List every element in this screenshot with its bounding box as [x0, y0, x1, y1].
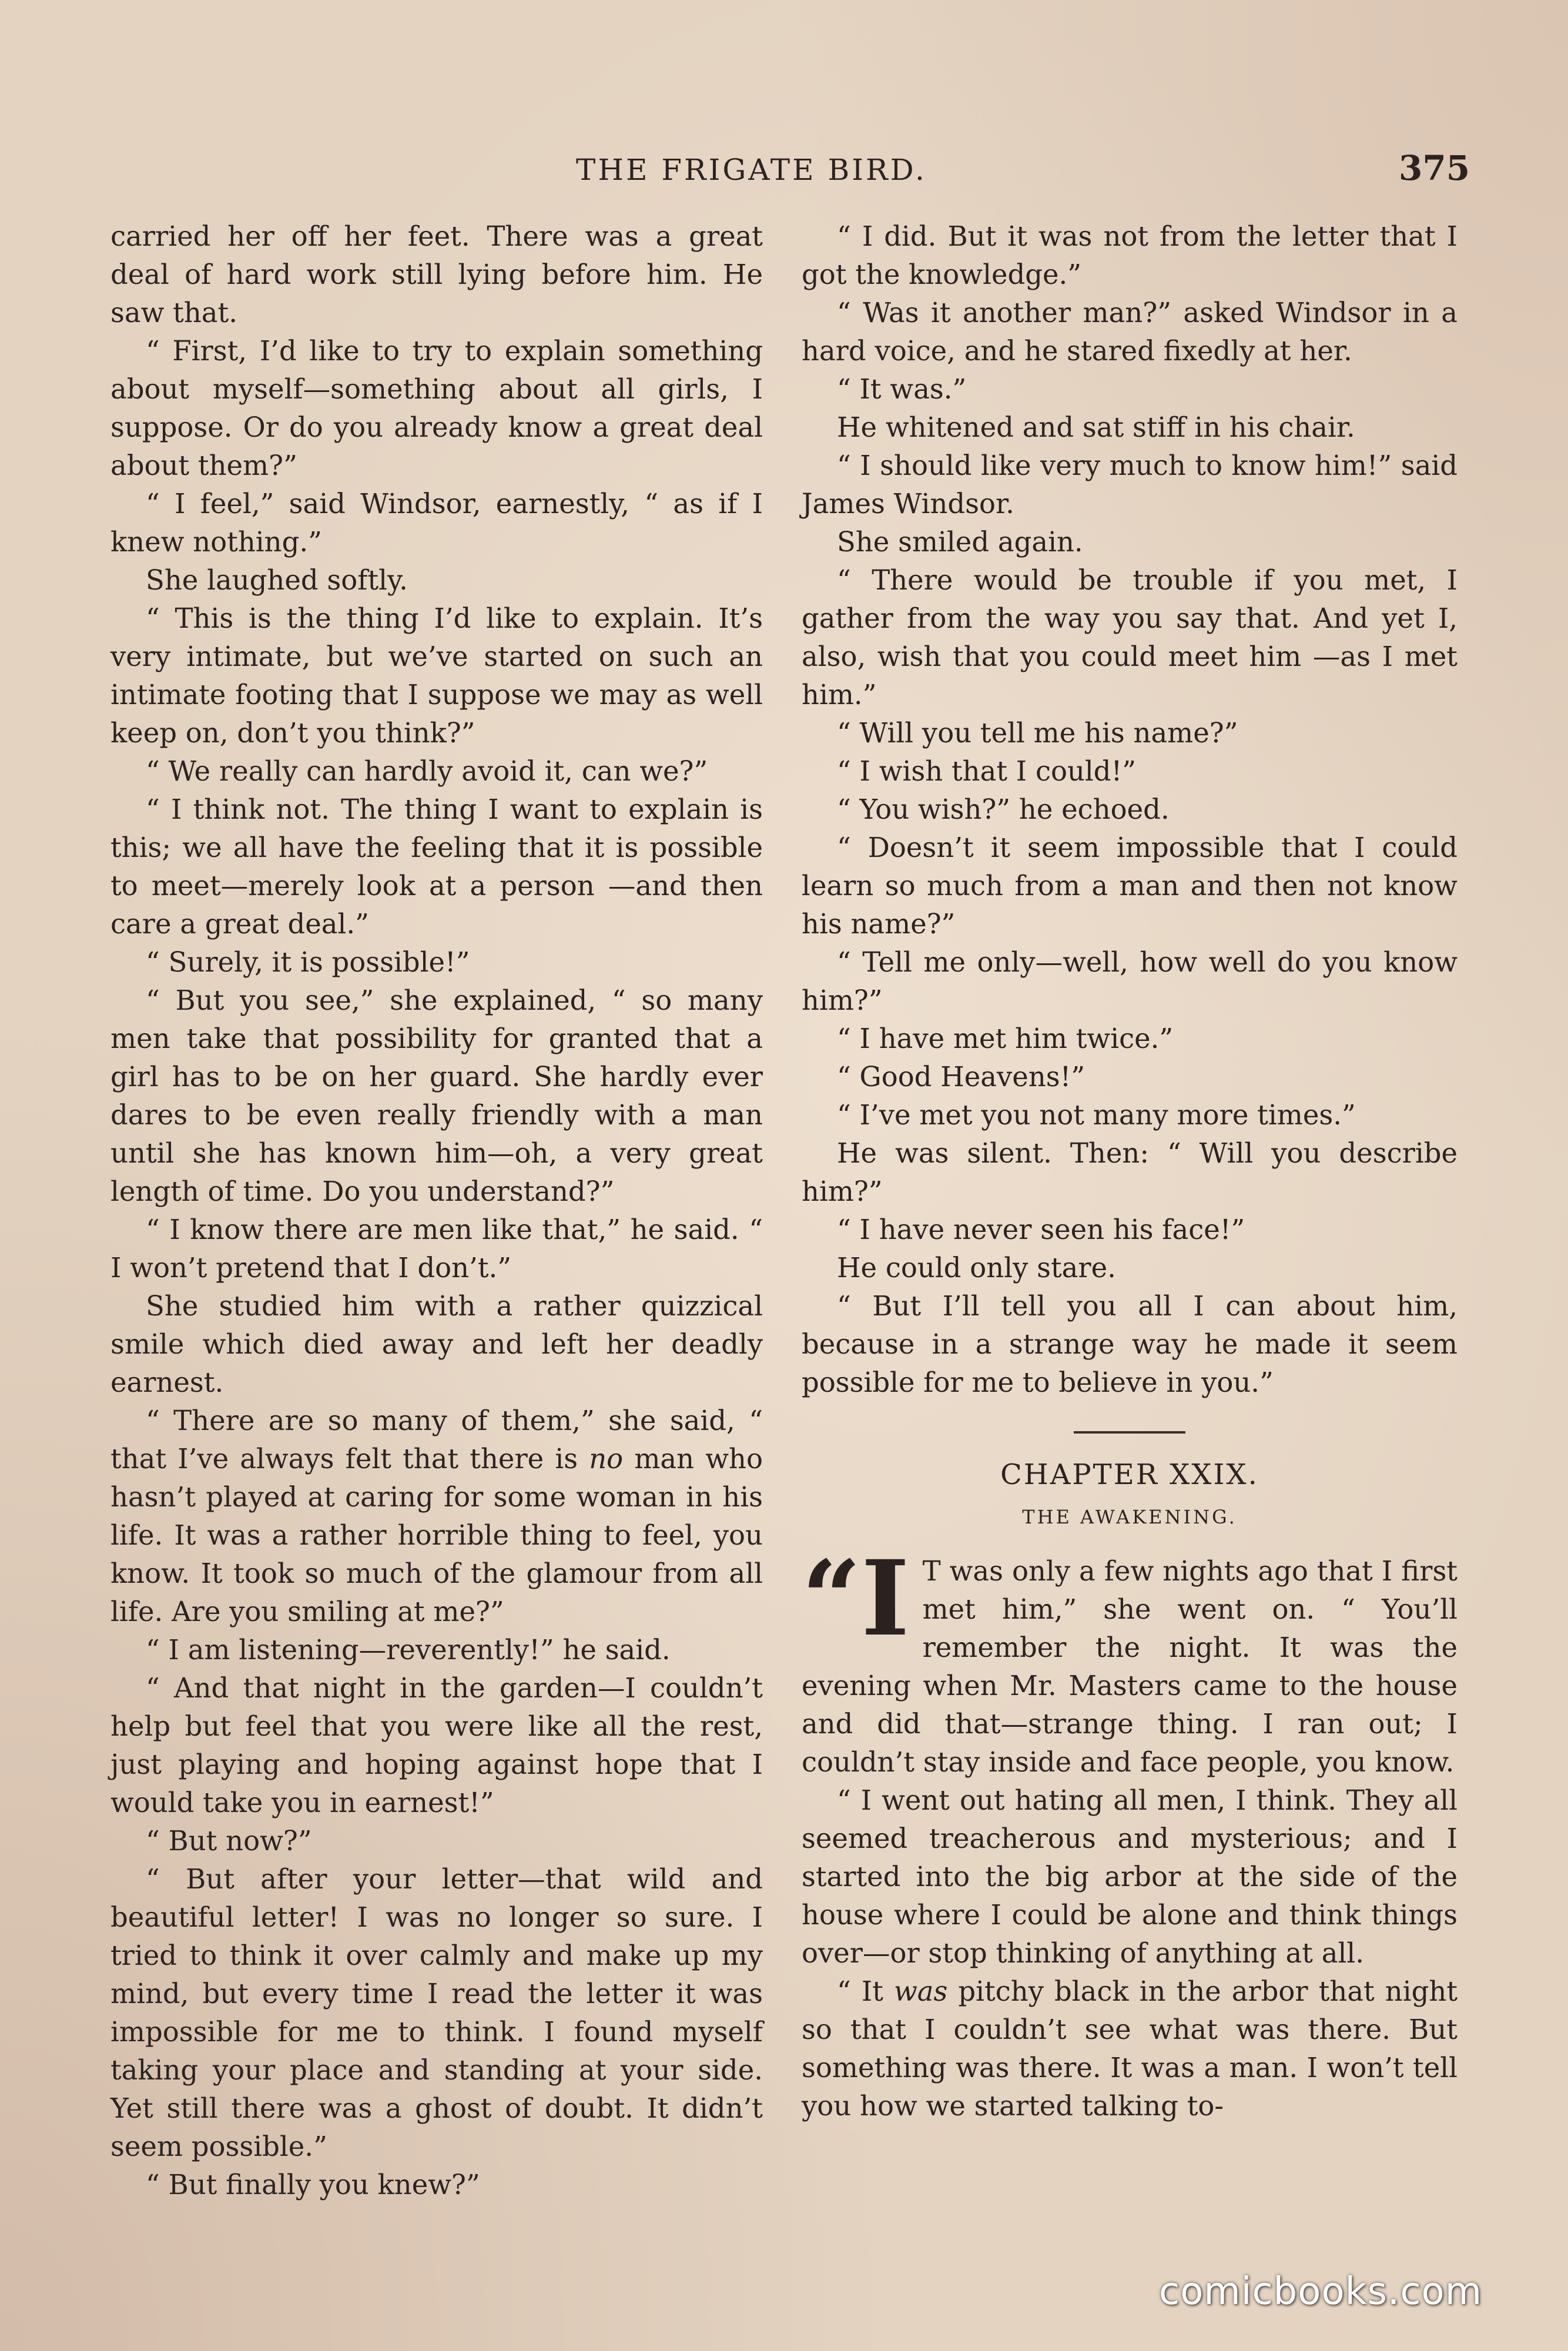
- paragraph: “ Tell me only—well, how well do you know him?”: [802, 946, 1458, 1016]
- paragraph: “ Good Heavens!”: [837, 1061, 1085, 1093]
- paragraph: “ But I’ll tell you all I can about him, because in a strange way he made it seem possible for me to believe in you.”: [802, 1290, 1458, 1398]
- paragraph: “ I should like very much to know him!” said James Windsor.: [802, 450, 1458, 520]
- paragraph: “ I did. But it was not from the letter that I got the knowledge.”: [802, 220, 1458, 290]
- paragraph: She studied him with a rather quizzical smile which died away and left her deadly earnest.: [110, 1290, 763, 1398]
- chapter-subtitle: THE AWAKENING.: [1022, 1506, 1237, 1528]
- paragraph: “ I’ve met you not many more times.”: [837, 1099, 1356, 1131]
- paragraph: “ There are so many of them,” she said, “ that I’ve always felt that there is no man who hasn’t played at caring for some woman in his life. It was a rather horrible thing to feel, you know. It took so much of the glamour from all life. Are you smiling at me?”: [110, 1405, 763, 1627]
- paragraph: “ I have never seen his face!”: [837, 1214, 1245, 1245]
- page-number: 375: [1399, 148, 1470, 188]
- paragraph: “ You wish?” he echoed.: [837, 793, 1170, 825]
- chapter-body: [802, 1781, 1458, 2125]
- paragraph: “ I went out hating all men, I think. They all seemed treacherous and mysterious; and I started into the big arbor at the side of the house where I could be alone and think things over—or stop thinking of anything at all.: [802, 1784, 1458, 1969]
- paragraph: “ But you see,” she explained, “ so many men take that possibility for granted that a girl has to be on her guard. She hardly ever dares to be even really friendly with a man until she has known him—oh, a very great length of time. Do you understand?”: [110, 984, 763, 1207]
- paragraph: “ And that night in the garden—I couldn’t help but feel that you were like all the rest, just playing and hoping against hope that I would take you in earnest!”: [110, 1672, 763, 1818]
- right-column: [802, 217, 1458, 2125]
- paragraph: “ I have met him twice.”: [837, 1023, 1174, 1054]
- paragraph: “ Will you tell me his name?”: [837, 717, 1238, 749]
- paragraph: “ We really can hardly avoid it, can we?”: [146, 755, 708, 787]
- paragraph: carried her off her feet. There was a great deal of hard work still lying before him. He saw that.: [110, 220, 763, 329]
- paragraph: “ I wish that I could!”: [837, 755, 1137, 787]
- watermark-logo: comicbooks.com: [1159, 2270, 1483, 2313]
- chapter-first-paragraph: [802, 1538, 1458, 1781]
- paragraph: She laughed softly.: [146, 564, 408, 596]
- paragraph: “ It was.”: [837, 373, 967, 405]
- paragraph: “ There would be trouble if you met, I gather from the way you say that. And yet I, also, wish that you could meet him —as I met him.”: [802, 564, 1458, 711]
- paragraph: He whitened and sat stiff in his chair.: [837, 411, 1355, 443]
- paragraph: “ Doesn’t it seem impossible that I could learn so much from a man and then not know his name?”: [802, 832, 1458, 940]
- paragraph: “ Surely, it is possible!”: [146, 946, 470, 978]
- section-divider: [1074, 1431, 1185, 1434]
- paragraph: He could only stare.: [837, 1252, 1116, 1284]
- right-column-dialogue: [802, 217, 1458, 1402]
- paragraph: “ I think not. The thing I want to explain is this; we all have the feeling that it is possible to meet—merely look at a person —and then care a great deal.”: [110, 793, 763, 940]
- paragraph: “ But after your letter—that wild and beautiful letter! I was no longer so sure. I tried to think it over calmly and make up my mind, but every time I read the letter it was impossible for me to think. I found myself taking your place and standing at your side. Yet still there was a ghost of doubt. It didn’t seem possible.”: [110, 1863, 763, 2162]
- paragraph: “ Was it another man?” asked Windsor in a hard voice, and he stared fixedly at her.: [802, 297, 1458, 367]
- drop-cap: “I: [802, 1538, 910, 1659]
- first-paragraph-text: T was only a few nights ago that I first met him,” she went on. “ You’ll remember the night. It was the evening when Mr. Masters came to the house and did that—strange thing. I ran out; I couldn’t stay inside and face people, you know.: [802, 1555, 1458, 1778]
- left-column: [110, 217, 763, 2204]
- paragraph: “ It was pitchy black in the arbor that night so that I couldn’t see what was there. But something was there. It was a man. I won’t tell you how we started talking to-: [802, 1975, 1458, 2122]
- paragraph: “ This is the thing I’d like to explain. It’s very intimate, but we’ve started on such an intimate footing that I suppose we may as well keep on, don’t you think?”: [110, 602, 763, 749]
- paragraph: “ First, I’d like to try to explain something about myself—something about all girls, I suppose. Or do you already know a great deal about them?”: [110, 335, 763, 481]
- paragraph: “ I know there are men like that,” he said. “ I won’t pretend that I don’t.”: [110, 1214, 763, 1284]
- paragraph: She smiled again.: [837, 526, 1083, 558]
- paragraph: “ I am listening—reverently!” he said.: [146, 1634, 671, 1666]
- paragraph: “ I feel,” said Windsor, earnestly, “ as if I knew nothing.”: [110, 488, 763, 558]
- paragraph: “ But finally you knew?”: [146, 2169, 480, 2201]
- chapter-heading: CHAPTER XXIX.: [1000, 1458, 1259, 1491]
- paragraph: He was silent. Then: “ Will you describe him?”: [802, 1137, 1458, 1207]
- running-title: THE FRIGATE BIRD.: [576, 153, 927, 187]
- paragraph: “ But now?”: [146, 1825, 312, 1857]
